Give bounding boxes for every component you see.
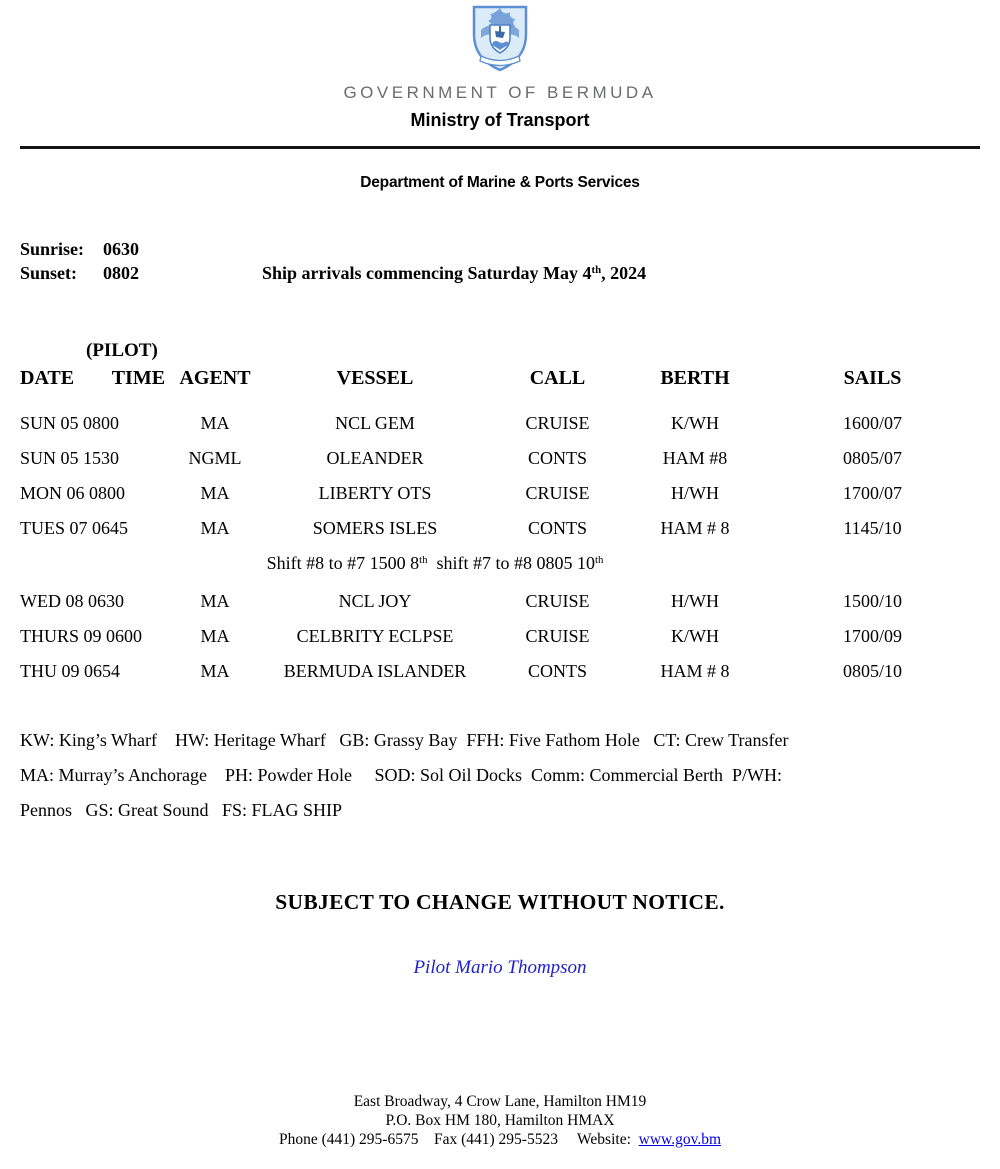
footer: [0, 1092, 1000, 1149]
table-header-row: [20, 364, 980, 392]
document-page: [0, 4, 1000, 1169]
cell-vessel: BERMUDA ISLANDER: [283, 661, 467, 681]
cell-call: CONTS: [527, 518, 587, 538]
cell-sails: 1700/09: [842, 626, 902, 646]
department-title: Department of Marine & Ports Services: [360, 174, 640, 191]
cell-sails: 0805/10: [842, 661, 902, 681]
schedule-rows-bottom: [20, 584, 980, 689]
col-header-call: CALL: [529, 367, 586, 389]
cell-vessel: CELBRITY ECLPSE: [296, 626, 454, 646]
sunrise-line: [20, 238, 980, 262]
table-row: [20, 619, 980, 654]
cell-berth: HAM #8: [662, 448, 728, 468]
cell-berth: H/WH: [671, 591, 719, 611]
footer-contact-line: Phone (441) 295-6575 Fax (441) 295-5523 Website: www.gov.bm: [278, 1131, 722, 1148]
cell-agent: MA: [200, 661, 230, 681]
change-notice: SUBJECT TO CHANGE WITHOUT NOTICE.: [275, 890, 725, 914]
cell-vessel: NCL GEM: [335, 413, 415, 433]
government-title: GOVERNMENT OF BERMUDA: [343, 83, 657, 102]
cell-sails: 1600/07: [842, 413, 902, 433]
sunrise-value: 0630: [103, 239, 139, 259]
cell-date-time: MON 06 0800: [20, 483, 126, 503]
shift-superscript: th: [419, 554, 428, 567]
col-header-berth: BERTH: [660, 367, 730, 389]
cell-call: CONTS: [527, 661, 587, 681]
berth-shift-note: Shift #8 to #7 1500 8th shift #7 to #8 0805 10th: [266, 553, 604, 573]
cell-sails: 1700/07: [842, 483, 902, 503]
shift-superscript: th: [595, 554, 604, 567]
cell-vessel: SOMERS ISLES: [312, 518, 438, 538]
col-header-vessel: VESSEL: [336, 367, 414, 389]
pilot-signature: Pilot Mario Thompson: [413, 957, 587, 978]
cell-vessel: NCL JOY: [338, 591, 412, 611]
bermuda-coat-of-arms-icon: [469, 4, 531, 72]
cell-sails: 1145/10: [843, 518, 902, 538]
table-row: [20, 511, 980, 546]
legend-line: Pennos GS: Great Sound FS: FLAG SHIP: [20, 800, 343, 820]
cell-sails: 1500/10: [842, 591, 902, 611]
cell-call: CRUISE: [525, 483, 590, 503]
page-title: Ship arrivals commencing Saturday May 4th, 2024: [262, 262, 647, 283]
title-superscript: th: [591, 263, 602, 276]
cell-agent: MA: [200, 591, 230, 611]
cell-call: CONTS: [527, 448, 587, 468]
cell-berth: HAM # 8: [660, 518, 730, 538]
cell-call: CRUISE: [525, 626, 590, 646]
cell-date-time: THURS 09 0600: [20, 626, 143, 646]
legend-line: MA: Murray’s Anchorage PH: Powder Hole SOD: Sol Oil Docks Comm: Commercial Berth P/WH:: [20, 765, 782, 785]
sun-times-block: [20, 238, 980, 288]
cell-date-time: TUES 07 0645: [20, 518, 128, 538]
sunset-label: Sunset:: [20, 262, 78, 283]
website-link[interactable]: www.gov.bm: [638, 1131, 722, 1148]
ministry-title: Ministry of Transport: [410, 110, 590, 130]
table-row: [20, 476, 980, 511]
cell-date-time: THU 09 0654: [20, 661, 120, 681]
sunset-line: [20, 262, 980, 289]
cell-vessel: LIBERTY OTS: [318, 483, 432, 503]
legend-line: KW: King’s Wharf HW: Heritage Wharf GB: Grassy Bay FFH: Five Fathom Hole CT: Crew Transfer: [20, 730, 789, 750]
header-divider: [20, 146, 980, 149]
col-header-agent: AGENT: [179, 367, 251, 389]
table-row: [20, 406, 980, 441]
cell-date-time: SUN 05 0800: [20, 413, 120, 433]
schedule-rows-top: [20, 406, 980, 546]
cell-berth: K/WH: [671, 626, 719, 646]
cell-date-time: WED 08 0630: [20, 591, 124, 611]
cell-call: CRUISE: [525, 413, 590, 433]
table-row: [20, 654, 980, 689]
cell-vessel: OLEANDER: [326, 448, 424, 468]
table-row: [20, 584, 980, 619]
cell-agent: MA: [200, 483, 230, 503]
pilot-column-note: (PILOT): [86, 340, 158, 361]
footer-address-line1: East Broadway, 4 Crow Lane, Hamilton HM19: [353, 1093, 647, 1110]
col-header-sails: SAILS: [843, 367, 902, 389]
berth-abbreviation-legend: [20, 723, 980, 828]
footer-address-line2: P.O. Box HM 180, Hamilton HMAX: [385, 1112, 615, 1129]
ship-schedule-table: [20, 338, 980, 689]
cell-agent: NGML: [188, 448, 242, 468]
cell-agent: MA: [200, 413, 230, 433]
cell-berth: HAM # 8: [660, 661, 730, 681]
cell-berth: H/WH: [671, 483, 719, 503]
cell-sails: 0805/07: [842, 448, 902, 468]
cell-agent: MA: [200, 626, 230, 646]
sunset-value: 0802: [103, 262, 139, 283]
cell-berth: K/WH: [671, 413, 719, 433]
sunrise-label: Sunrise:: [20, 239, 85, 259]
cell-agent: MA: [200, 518, 230, 538]
cell-date-time: SUN 05 1530: [20, 448, 120, 468]
col-header-date-time: DATE TIME: [20, 367, 166, 389]
table-row: [20, 441, 980, 476]
cell-call: CRUISE: [525, 591, 590, 611]
